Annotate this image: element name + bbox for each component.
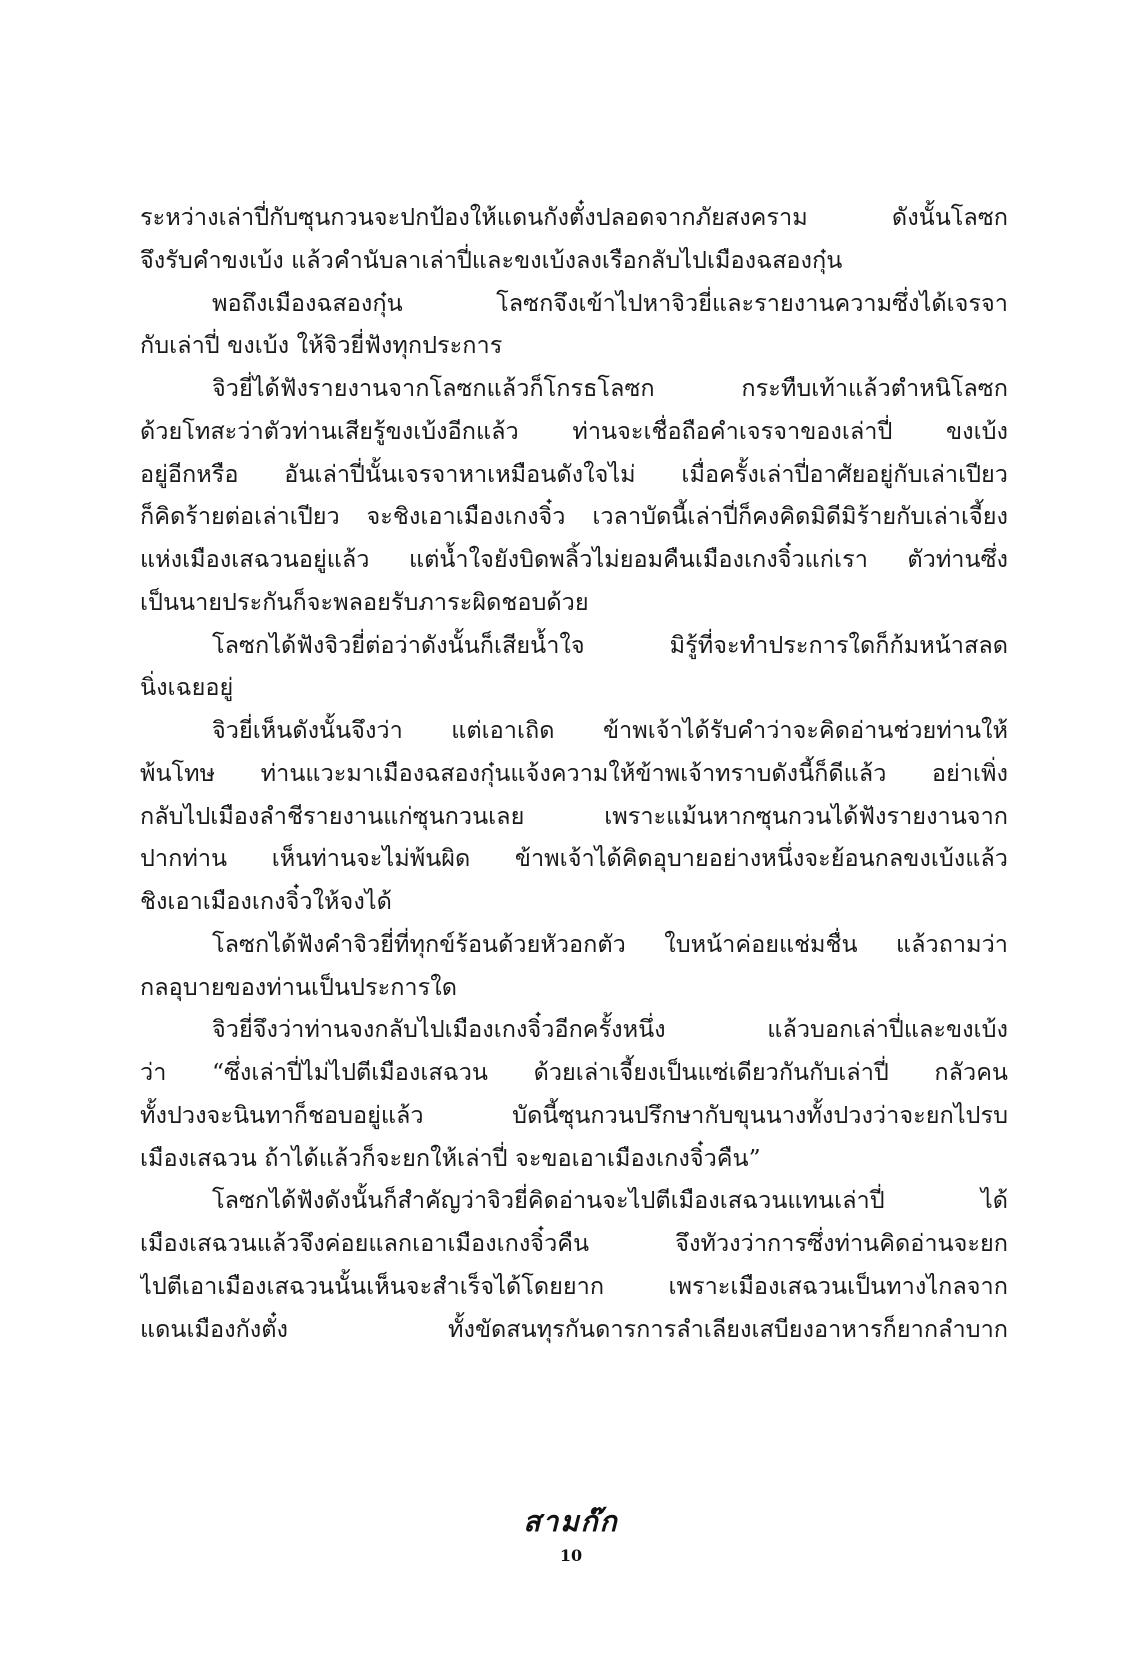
text-line: พ้นโทษ ท่านแวะมาเมืองฉสองกุ๋นแจ้งความให้ข้าพเจ้าทราบดังนี้ก็ดีแล้ว อย่าเพิ่ง: [140, 758, 1008, 787]
body-text: [140, 196, 1008, 1350]
text-line: จิวยี่จึงว่าท่านจงกลับไปเมืองเกงจิ๋วอีกครั้งหนึ่ง แล้วบอกเล่าปี่และขงเบ้ง: [212, 1015, 1008, 1044]
text-line: ด้วยโทสะว่าตัวท่านเสียรู้ขงเบ้งอีกแล้ว ท่านจะเชื่อถือคำเจรจาของเล่าปี่ ขงเบ้ง: [140, 416, 1008, 445]
text-line: ระหว่างเล่าปี่กับซุนกวนจะปกป้องให้แดนกังตั๋งปลอดจากภัยสงคราม ดังนั้นโลซก: [140, 203, 1008, 231]
text-line: ปากท่าน เห็นท่านจะไม่พ้นผิด ข้าพเจ้าได้คิดอุบายอย่างหนึ่งจะย้อนกลขงเบ้งแล้ว: [140, 844, 1008, 873]
text-line: นิ่งเฉยอยู่: [140, 673, 234, 702]
text-line: ชิงเอาเมืองเกงจิ๋วให้จงได้: [140, 887, 392, 915]
footer-book-title: สามก๊ก: [523, 1505, 619, 1538]
text-line: จึงรับคำขงเบ้ง แล้วคำนับลาเล่าปี่และขงเบ้งลงเรือกลับไปเมืองฉสองกุ๋น: [140, 245, 843, 274]
text-line: โลซกได้ฟังจิวยี่ต่อว่าดังนั้นก็เสียน้ำใจ มิรู้ที่จะทำประการใดก็ก้มหน้าสลด: [212, 630, 1008, 659]
text-line: กลับไปเมืองลำชีรายงานแก่ซุนกวนเลย เพราะแม้นหากซุนกวนได้ฟังรายงานจาก: [140, 801, 1008, 830]
text-line: ไปตีเอาเมืองเสฉวนนั้นเห็นจะสำเร็จได้โดยยาก เพราะเมืองเสฉวนเป็นทางไกลจาก: [140, 1271, 1008, 1300]
text-line: ว่า “ซึ่งเล่าปี่ไม่ไปตีเมืองเสฉวน ด้วยเล่าเจี้ยงเป็นแซ่เดียวกันกับเล่าปี่ กลัวคน: [140, 1058, 1008, 1086]
text-line: จิวยี่เห็นดังนั้นจึงว่า แต่เอาเถิด ข้าพเจ้าได้รับคำว่าจะคิดอ่านช่วยท่านให้: [212, 716, 1008, 744]
text-line: พอถึงเมืองฉสองกุ๋น โลซกจึงเข้าไปหาจิวยี่และรายงานความซึ่งได้เจรจา: [212, 288, 1008, 317]
text-line: กับเล่าปี่ ขงเบ้ง ให้จิวยี่ฟังทุกประการ: [140, 331, 503, 360]
page-number: 10: [559, 1546, 583, 1565]
text-line: แห่งเมืองเสฉวนอยู่แล้ว แต่น้ำใจยังบิดพลิ้วไม่ยอมคืนเมืองเกงจิ๋วแก่เรา ตัวท่านซึ่ง: [140, 545, 1008, 573]
text-line: ก็คิดร้ายต่อเล่าเปียว จะชิงเอาเมืองเกงจิ๋ว เวลาบัดนี้เล่าปี่ก็คงคิดมิดีมิร้ายกับเล่าเจี้ยง: [140, 502, 1008, 531]
text-line: เมืองเสฉวนแล้วจึงค่อยแลกเอาเมืองเกงจิ๋วคืน จึงทัวงว่าการซึ่งท่านคิดอ่านจะยก: [140, 1229, 1008, 1257]
text-line: โลซกได้ฟังดังนั้นก็สำคัญว่าจิวยี่คิดอ่านจะไปตีเมืองเสฉวนแทนเล่าปี่ ได้: [212, 1186, 1008, 1215]
text-line: ทั้งปวงจะนินทาก็ชอบอยู่แล้ว บัดนี้ซุนกวนปรึกษากับขุนนางทั้งปวงว่าจะยกไปรบ: [140, 1100, 1008, 1129]
text-line: จิวยี่ได้ฟังรายงานจากโลซกแล้วก็โกรธโลซก กระทืบเท้าแล้วตำหนิโลซก: [212, 374, 1008, 402]
text-line: เป็นนายประกันก็จะพลอยรับภาระผิดชอบด้วย: [140, 587, 589, 616]
text-line: อยู่อีกหรือ อันเล่าปี่นั้นเจรจาหาเหมือนดังใจไม่ เมื่อครั้งเล่าปี่อาศัยอยู่กับเล่าเปียว: [140, 459, 1008, 488]
text-line: แดนเมืองกังตั๋ง ทั้งขัดสนทุรกันดารการลำเลียงเสบียงอาหารก็ยากลำบาก: [140, 1314, 1008, 1343]
text-line: กลอุบายของท่านเป็นประการใด: [140, 972, 457, 1001]
text-line: เมืองเสฉวน ถ้าได้แล้วก็จะยกให้เล่าปี่ จะขอเอาเมืองเกงจิ๋วคืน”: [140, 1143, 761, 1172]
text-line: โลซกได้ฟังคำจิวยี่ที่ทุกข์ร้อนด้วยหัวอกตัว ใบหน้าค่อยแช่มชื่น แล้วถามว่า: [212, 929, 1008, 958]
